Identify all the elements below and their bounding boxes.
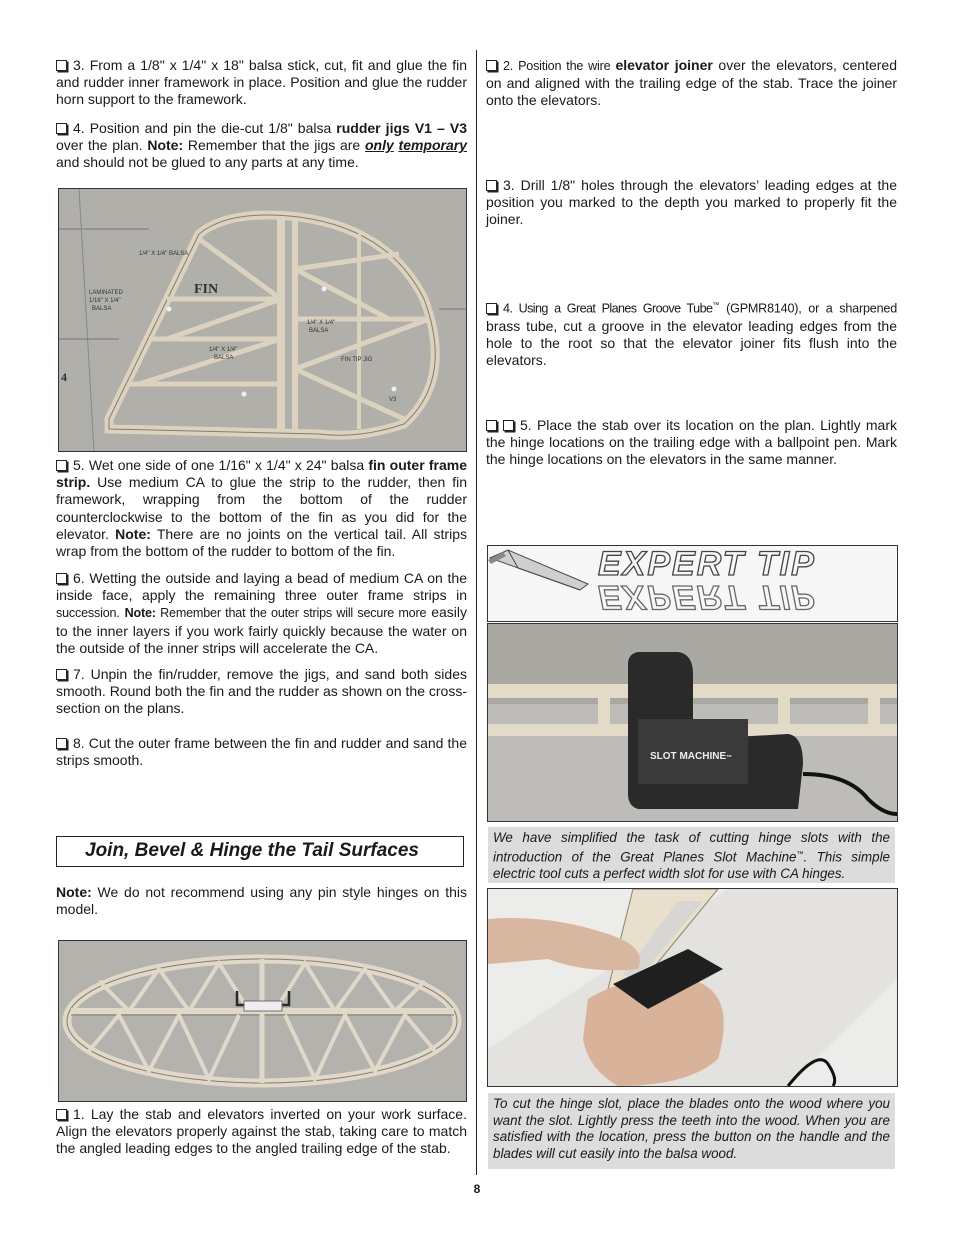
step-4-groove-tube: 4. Using a Great Planes Groove Tube™ (GPMR8140), or a sharpened brass tube, cut a groove in the elevator leading edges from the hole to the root so that the elevator joiner fits flush into the elevators.: [486, 301, 897, 369]
stab-illustration: [59, 941, 466, 1101]
plan-label-center: 1/4" X 1/4": [209, 347, 238, 353]
checkbox-icon[interactable]: [56, 1109, 67, 1120]
checkbox-icon[interactable]: [56, 738, 67, 749]
plan-label-laminated-size: 1/16" X 1/4": [89, 298, 121, 304]
step-6-remaining-strips: 6. Wetting the outside and laying a bead of medium CA on the inside face, apply the remaining three outer frame strips in succession. Note: Remember that the outer strips will secure more easily to the inner layers if you work fairly quickly because the water on the outside of the inner strips will accelerate the CA.: [56, 570, 468, 656]
section-title: Join, Bevel & Hinge the Tail Surfaces: [56, 836, 464, 867]
plan-label-center-balsa: BALSA: [214, 355, 234, 361]
step-2-elevator-joiner: 2. Position the wire elevator joiner over the elevators, centered on and aligned with the trailing edge of the stab. Trace the joiner onto the elevators.: [486, 57, 897, 109]
note-hinges: Note: We do not recommend using any pin style hinges on this model.: [56, 884, 467, 918]
step-1-lay-stab: 1. Lay the stab and elevators inverted on your work surface. Align the elevators properly against the stab, taking care to match the angled leading edges to the angled trailing edge of the stab.: [56, 1106, 467, 1157]
fin-framework-illustration: [59, 189, 466, 451]
checkbox-icon[interactable]: [56, 60, 67, 71]
checkbox-icon[interactable]: [56, 573, 67, 584]
step-3-framework: 3. From a 1/8" x 1/4" x 18" balsa stick, cut, fit and glue the fin and rudder inner framework in place. Position and glue the rudder horn support to the framework.: [56, 57, 467, 108]
expert-tip-reflection: EXPERT TIP: [598, 578, 816, 617]
checkbox-icon[interactable]: [486, 180, 497, 191]
photo-stab-elevators: [58, 940, 467, 1102]
plan-label-jig: FIN TIP JIG: [341, 357, 373, 363]
step-7-sand: 7. Unpin the fin/rudder, remove the jigs, and sand both sides smooth. Round both the fin and the rudder as shown on the cross-section on the plans.: [56, 666, 467, 717]
plan-label-v3: V3: [389, 397, 397, 403]
step-3-drill-holes: 3. Drill 1/8" holes through the elevators’ leading edges at the position you marked to the depth you marked to properly fit the joiner.: [486, 177, 897, 228]
caption-cut-hinge-slot: To cut the hinge slot, place the blades onto the wood where you want the slot. Lightly press the teeth into the wood. When you are satisfied with the location, press the button on the handle and the blades will cut easily into the balsa wood.: [488, 1093, 895, 1169]
fin-label: FIN: [194, 282, 219, 297]
checkbox-icon[interactable]: [56, 123, 67, 134]
plan-label-top: 1/4" X 1/4" BALSA: [139, 251, 189, 257]
slot-machine-brand: SLOT MACHINE™: [650, 751, 733, 762]
column-divider: [476, 50, 477, 1175]
pen-knife-icon: [488, 546, 598, 621]
expert-tip-title: EXPERT TIP: [598, 545, 816, 583]
photo-slot-machine-tool: [487, 623, 898, 822]
plan-label-laminated-balsa: BALSA: [92, 306, 112, 312]
photo-fin-framework: [58, 188, 467, 452]
caption-slot-machine: We have simplified the task of cutting hinge slots with the introduction of the Great Planes Slot Machine™. This simple electric tool cuts a perfect width slot for use with CA hinges.: [488, 827, 895, 883]
photo-cutting-hinge-slot: [487, 888, 898, 1087]
plan-label-laminated: LAMINATED: [89, 290, 123, 296]
slot-machine-illustration: [488, 624, 897, 821]
step-4-rudder-jigs: 4. Position and pin the die-cut 1/8" balsa rudder jigs V1 – V3 over the plan. Note: Remember that the jigs are only temporary and should not be glued to any parts at any time.: [56, 120, 467, 171]
cutting-slot-illustration: [488, 889, 897, 1086]
checkbox-icon[interactable]: [486, 303, 497, 314]
checkbox-icon[interactable]: [56, 669, 67, 680]
checkbox-icon[interactable]: [503, 420, 514, 431]
plan-label-right: 1/4" X 1/4": [307, 320, 336, 326]
plan-label-4: 4: [61, 370, 67, 384]
checkbox-icon[interactable]: [486, 60, 497, 71]
checkbox-icon[interactable]: [486, 420, 497, 431]
page-number: 8: [473, 1182, 481, 1196]
expert-tip-banner: [487, 545, 898, 622]
step-8-cut-frame: 8. Cut the outer frame between the fin and rudder and sand the strips smooth.: [56, 735, 467, 769]
step-5-outer-frame: 5. Wet one side of one 1/16" x 1/4" x 24" balsa fin outer frame strip. Use medium CA to glue the strip to the rudder, then fin framework, wrapping from the bottom of the rudder counterclockwise to the bottom of the fin as you did for the elevator. Note: There are no joints on the vertical tail. All strips wrap from the bottom of the rudder to bottom of the fin.: [56, 457, 467, 560]
checkbox-icon[interactable]: [56, 460, 67, 471]
step-5-hinge-locations: 5. Place the stab over its location on the plan. Lightly mark the hinge locations on the trailing edge with a ballpoint pen. Mark the hinge locations on the elevators in the same manner.: [486, 417, 897, 468]
plan-label-right-balsa: BALSA: [309, 328, 329, 334]
